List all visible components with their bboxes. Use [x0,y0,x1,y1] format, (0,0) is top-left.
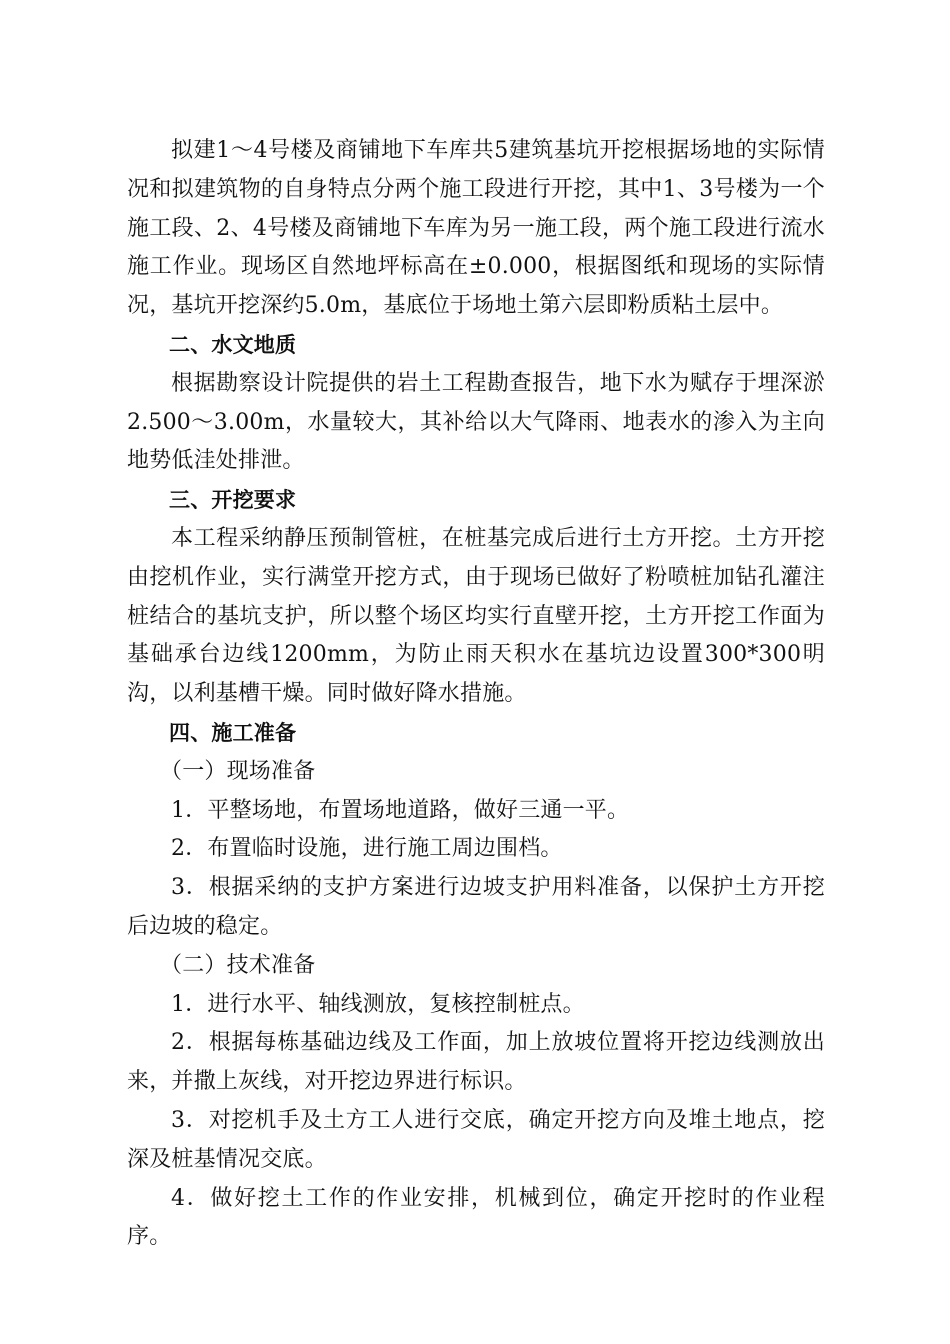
subheading-site-preparation: （一）现场准备 [160,758,316,784]
section-heading-construction-preparation: 四、施工准备 [169,720,297,745]
hydrogeology-paragraph: 根据勘察设计院提供的岩土工程勘查报告，地下水为赋存于埋深淤2.500～3.00m，水量较大，其补给以大气降雨、地表水的渗入为主向地势低洼处排泄。 [127,370,825,474]
site-prep-item-3: 3．根据采纳的支护方案进行边坡支护用料准备，以保护土方开挖后边坡的稳定。 [127,875,825,939]
tech-prep-item-3: 3．对挖机手及土方工人进行交底，确定开挖方向及堆土地点，挖深及桩基情况交底。 [127,1107,825,1172]
document-body [127,132,825,1257]
subheading-technical-preparation: （二）技术准备 [160,952,316,978]
section-heading-excavation-requirements: 三、开挖要求 [169,488,297,513]
site-prep-item-1: 1．平整场地，布置场地道路，做好三通一平。 [171,797,630,823]
tech-prep-item-2: 2．根据每栋基础边线及工作面，加上放坡位置将开挖边线测放出来，并撒上灰线，对开挖边界进行标识。 [127,1030,825,1095]
section-heading-hydrogeology: 二、水文地质 [169,332,297,357]
tech-prep-item-1: 1．进行水平、轴线测放，复核控制桩点。 [171,991,585,1017]
tech-prep-item-4: 4．做好挖土工作的作业安排，机械到位，确定开挖时的作业程序。 [127,1185,825,1250]
site-prep-item-2: 2．布置临时设施，进行施工周边围档。 [171,836,563,862]
excavation-requirements-paragraph: 本工程采纳静压预制管桩，在桩基完成后进行土方开挖。土方开挖由挖机作业，实行满堂开挖方式，由于现场已做好了粉喷桩加钻孔灌注桩结合的基坑支护，所以整个场区均实行直壁开挖，土方开挖工作面为基础承台边线1200mm，为防止雨天积水在基坑边设置300*300明沟，以利基槽干燥。同时做好降水措施。 [127,525,825,707]
intro-paragraph: 拟建1～4号楼及商铺地下车库共5建筑基坑开挖根据场地的实际情况和拟建筑物的自身特点分两个施工段进行开挖，其中1、3号楼为一个施工段、2、4号楼及商铺地下车库为另一施工段，两个施工段进行流水施工作业。现场区自然地坪标高在±0.000，根据图纸和现场的实际情况，基坑开挖深约5.0m，基底位于场地土第六层即粉质粘土层中。 [127,138,825,319]
